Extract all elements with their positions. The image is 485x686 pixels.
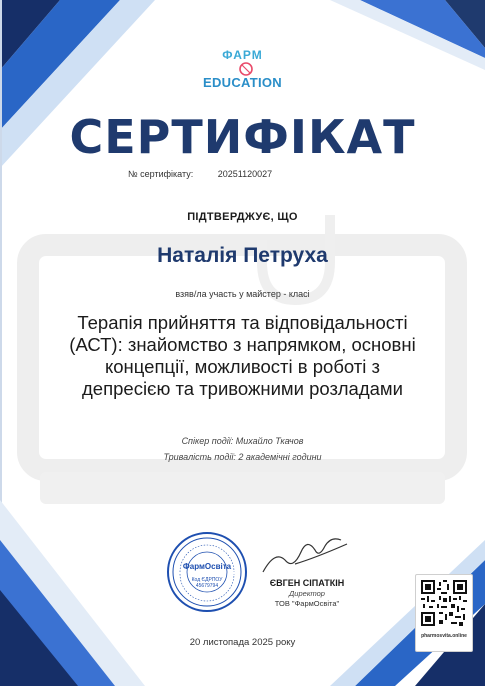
watermark-monitor-base	[40, 472, 445, 504]
signer-name: ЄВГЕН СІПАТКІН	[269, 578, 345, 588]
certificate-number: 20251120027	[217, 169, 273, 179]
stamp-code: 45679794	[195, 583, 219, 589]
logo-mark-icon	[240, 63, 252, 75]
official-stamp	[166, 531, 248, 613]
certificate-title: СЕРТИФІКАТ	[69, 110, 416, 164]
certificate-number-label: № сертифікату:	[128, 169, 194, 179]
duration-text: Тривалість події: 2 академічні години	[163, 452, 322, 462]
issue-date: 20 листопада 2025 року	[189, 637, 296, 648]
stamp-main-text: ФармОсвіта	[182, 562, 232, 571]
handwritten-signature	[255, 530, 355, 580]
topic-line: Терапія прийняття та відповідальності	[77, 312, 408, 333]
participation-text: взяв/ла участь у майстер - класі	[175, 289, 310, 299]
topic-line: концепції, можливості в роботі з	[104, 356, 381, 377]
logo-education-text: EDUCATION	[202, 75, 282, 90]
topic-line: депресією та тривожними розладами	[82, 378, 403, 399]
qr-card[interactable]	[415, 574, 473, 652]
certificate-number-row	[128, 169, 272, 179]
signer-organization: ТОВ "ФармОсвіта"	[274, 599, 340, 608]
qr-url-text: pharmosvita.online	[421, 633, 467, 639]
signer-role: Директор	[289, 589, 325, 598]
stamp-code-block	[166, 577, 248, 589]
topic-line: (АСТ): знайомство з напрямком, основні	[69, 334, 416, 355]
qr-code-icon	[421, 580, 467, 626]
stamp-code-label: Код ЄДРПОУ	[191, 577, 223, 583]
logo-farm-text: ФАРМ	[222, 48, 263, 62]
recipient-name: Наталія Петруха	[157, 244, 328, 267]
stamp-circle-icon	[166, 531, 248, 613]
confirms-heading: ПІДТВЕРДЖУЄ, ЩО	[187, 211, 298, 223]
speaker-text: Спікер події: Михайло Ткачов	[181, 436, 304, 446]
course-topic	[25, 312, 460, 400]
